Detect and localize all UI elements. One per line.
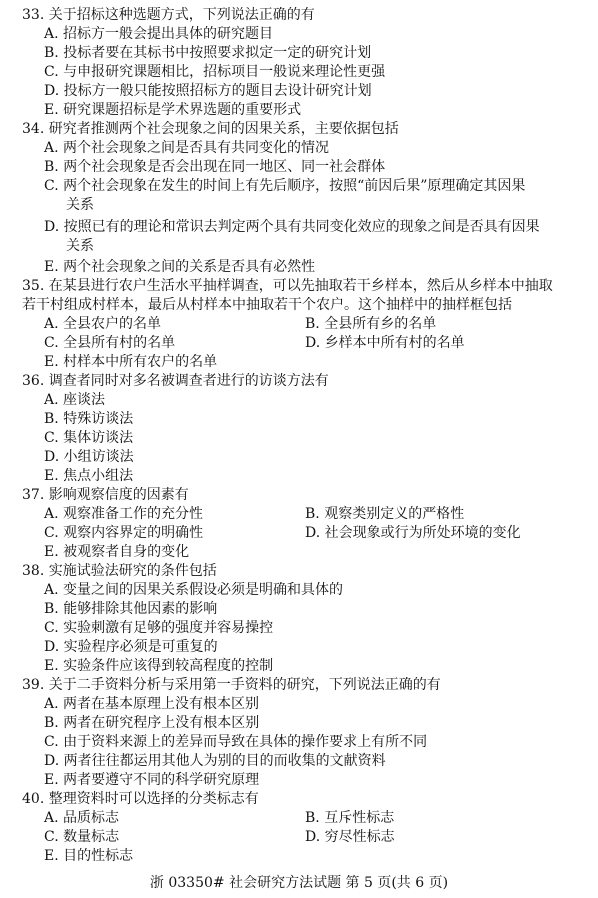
question-38-option-e: E. 实验条件应该得到较高程度的控制 — [44, 658, 274, 674]
question-34-option-c: C. 两个社会现象在发生的时间上有先后顺序，按照“前因后果”原理确定其因果 — [44, 178, 526, 194]
question-37-stem: 37. 影响观察信度的因素有 — [22, 487, 189, 503]
question-38-option-c: C. 实验刺激有足够的强度并容易操控 — [44, 620, 274, 636]
question-34-option-b: B. 两个社会现象是否会出现在同一地区、同一社会群体 — [44, 159, 386, 175]
question-37-option-c: C. 观察内容界定的明确性 — [44, 525, 204, 541]
question-35-stem-line-1: 35. 在某县进行农户生活水平抽样调查，可以先抽取若干乡样本，然后从乡样本中抽取 — [22, 278, 553, 294]
question-38-option-b: B. 能够排除其他因素的影响 — [44, 601, 218, 617]
question-33-stem: 33. 关于招标这种选题方式，下列说法正确的有 — [22, 7, 315, 23]
page-footer: 浙 03350# 社会研究方法试题 第 5 页(共 6 页) — [149, 875, 449, 891]
question-35-option-a: A. 全县农户的名单 — [44, 316, 162, 332]
question-36-option-b: B. 特殊访谈法 — [44, 411, 134, 427]
question-33-option-e: E. 研究课题招标是学术界选题的重要形式 — [44, 102, 302, 118]
question-40-stem: 40. 整理资料时可以选择的分类标志有 — [22, 791, 259, 807]
question-33-option-c: C. 与申报研究课题相比，招标项目一般说来理论性更强 — [44, 64, 386, 80]
question-34-option-d-continued: 关系 — [66, 238, 94, 254]
question-35-option-d: D. 乡样本中所有村的名单 — [305, 335, 465, 351]
question-39-option-b: B. 两者在研究程序上没有根本区别 — [44, 715, 260, 731]
question-40-option-b: B. 互斥性标志 — [305, 810, 395, 826]
question-36-stem: 36. 调查者同时对多名被调查者进行的访谈方法有 — [22, 373, 329, 389]
question-40-option-c: C. 数量标志 — [44, 829, 120, 845]
question-36-option-e: E. 焦点小组法 — [44, 468, 134, 484]
question-34-option-a: A. 两个社会现象之间是否具有共同变化的情况 — [44, 140, 330, 156]
question-39-option-e: E. 两者要遵守不同的科学研究原理 — [44, 772, 260, 788]
question-37-option-b: B. 观察类别定义的严格性 — [305, 506, 465, 522]
question-39-stem: 39. 关于二手资料分析与采用第一手资料的研究，下列说法正确的有 — [22, 677, 441, 693]
question-34-option-d: D. 按照已有的理论和常识去判定两个具有共同变化效应的现象之间是否具有因果 — [44, 219, 540, 235]
question-39-option-a: A. 两者在基本原理上没有根本区别 — [44, 696, 260, 712]
question-39-option-d: D. 两者往往都运用其他人为别的目的而收集的文献资料 — [44, 753, 386, 769]
question-37-option-a: A. 观察准备工作的充分性 — [44, 506, 204, 522]
question-33-option-b: B. 投标者要在其标书中按照要求拟定一定的研究计划 — [44, 45, 372, 61]
question-40-option-e: E. 目的性标志 — [44, 848, 134, 864]
question-36-option-c: C. 集体访谈法 — [44, 430, 134, 446]
question-36-option-a: A. 座谈法 — [44, 392, 106, 408]
question-34-option-c-continued: 关系 — [66, 197, 94, 213]
question-35-option-b: B. 全县所有乡的名单 — [305, 316, 437, 332]
question-39-option-c: C. 由于资料来源上的差异而导致在具体的操作要求上有所不同 — [44, 734, 428, 750]
question-34-stem: 34. 研究者推测两个社会现象之间的因果关系，主要依据包括 — [22, 121, 399, 137]
question-36-option-d: D. 小组访谈法 — [44, 449, 134, 465]
question-35-option-e: E. 村样本中所有农户的名单 — [44, 354, 218, 370]
question-38-option-a: A. 变量之间的因果关系假设必须是明确和具体的 — [44, 582, 344, 598]
question-35-option-c: C. 全县所有村的名单 — [44, 335, 176, 351]
question-38-option-d: D. 实验程序必须是可重复的 — [44, 639, 218, 655]
question-37-option-e: E. 被观察者自身的变化 — [44, 544, 190, 560]
question-37-option-d: D. 社会现象或行为所处环境的变化 — [305, 525, 521, 541]
question-40-option-a: A. 品质标志 — [44, 810, 120, 826]
question-34-option-e: E. 两个社会现象之间的关系是否具有必然性 — [44, 259, 316, 275]
question-33-option-a: A. 招标方一般会提出具体的研究题目 — [44, 26, 274, 42]
question-33-option-d: D. 投标方一般只能按照招标方的题目去设计研究计划 — [44, 83, 372, 99]
question-38-stem: 38. 实施试验法研究的条件包括 — [22, 563, 217, 579]
question-40-option-d: D. 穷尽性标志 — [305, 829, 395, 845]
question-35-stem-line-2: 若干村组成村样本，最后从村样本中抽取若干个农户。这个抽样中的抽样框包括 — [22, 297, 512, 313]
